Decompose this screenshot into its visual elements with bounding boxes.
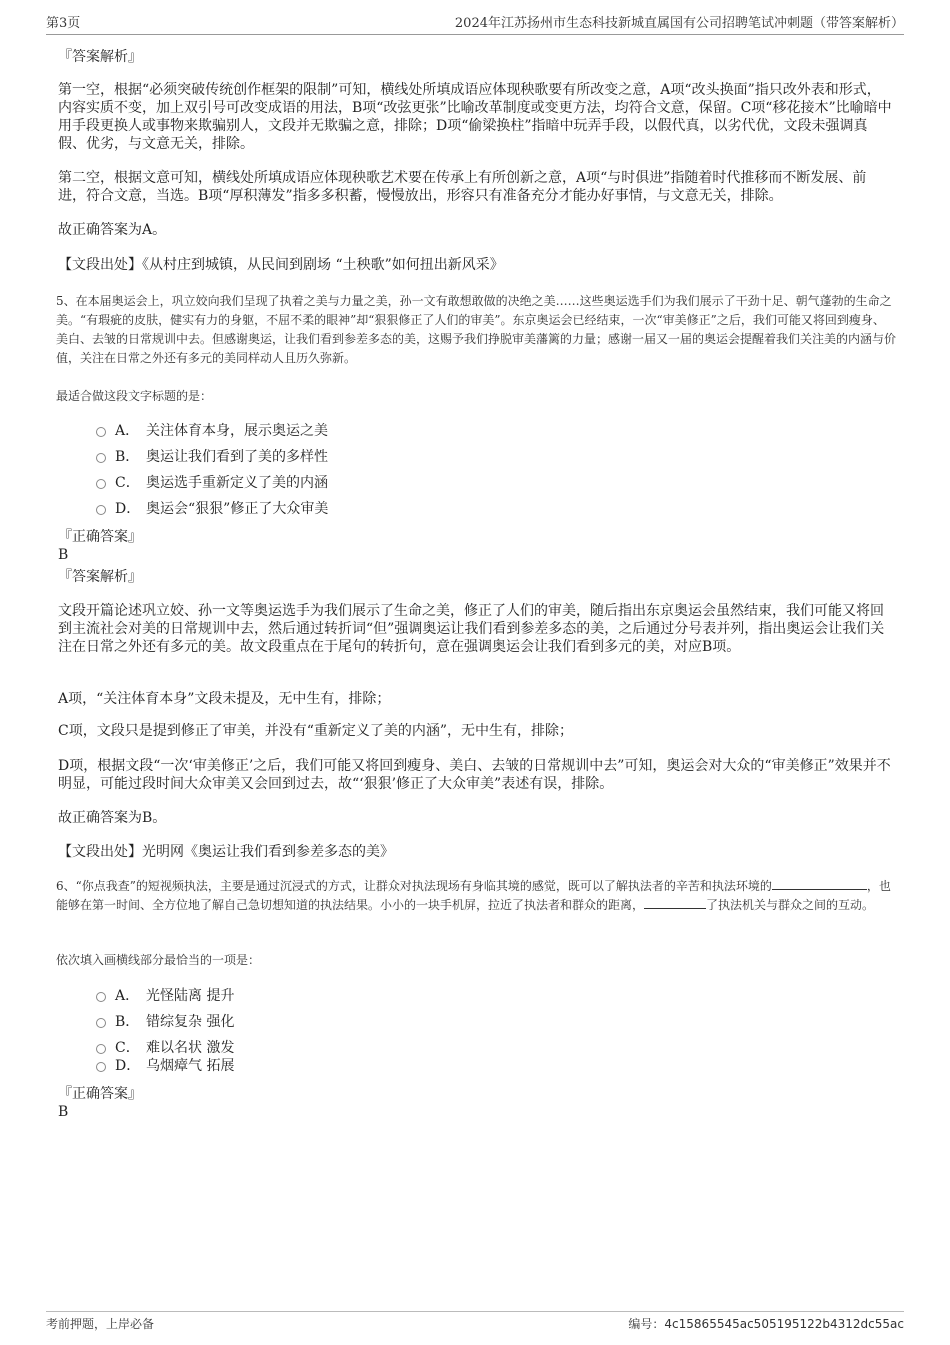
q5-analysis-label: 『答案解析』 <box>58 569 142 585</box>
option-letter: D． <box>115 1058 141 1074</box>
page-header <box>46 14 904 35</box>
option-letter: C． <box>115 1040 140 1056</box>
q4-analysis-paragraph-1: 第一空，根据“必须突破传统创作框架的限制”可知，横线处所填成语应体现秧歌要有所改变之意，A项“改头换面”指只改外表和形式，内容实质不变，加上双引号可改变成语的用法，B项“改弦更张”比喻改革制度或变更方法，均符合文意，保留。C项“移花接木”比喻暗中用手段更换人或事物来欺骗别人，文段并无欺骗之意，排除；D项“偷梁换柱”指暗中玩弄手段，以假代真，以劣代优，文段未强调真假、优劣，与文意无关，排除。 <box>58 82 892 152</box>
answer-blank-1 <box>772 877 867 890</box>
footer-code-label: 编号： <box>628 1317 665 1331</box>
q5-analysis-paragraph-3: C项，文段只是提到修正了审美，并没有“重新定义了美的内涵”，无中生有，排除； <box>58 723 574 739</box>
option-letter: C． <box>115 475 140 491</box>
option-text: 奥运让我们看到了美的多样性 <box>146 449 328 465</box>
radio-icon[interactable] <box>96 1062 106 1072</box>
footer-code-value: 4c15865545ac505195122b4312dc55ac <box>664 1317 904 1331</box>
q6-question-part-1: 6、“你点我查”的短视频执法，主要是通过沉浸式的方式，让群众对执法现场有身临其境的感觉，既可以了解执法者的辛苦和执法环境的 <box>56 879 772 893</box>
q4-conclusion: 故正确答案为A。 <box>58 222 167 238</box>
option-text: 奥运会“狠狠”修正了大众审美 <box>146 501 329 517</box>
q4-source: 【文段出处】《从村庄到城镇，从民间到剧场 “土秧歌”如何扭出新风采》 <box>58 257 504 273</box>
q5-prompt: 最适合做这段文字标题的是： <box>56 389 213 403</box>
page-number: 第3页 <box>46 16 81 31</box>
option-letter: A． <box>115 423 140 439</box>
option-letter: B． <box>115 1014 140 1030</box>
q6-question-part-3: 了执法机关与群众之间的互动。 <box>706 898 875 912</box>
q6-correct-label: 『正确答案』 <box>58 1086 142 1102</box>
q4-analysis-label: 『答案解析』 <box>58 49 142 65</box>
option-text: 难以名状 激发 <box>146 1040 235 1056</box>
radio-icon[interactable] <box>96 453 106 463</box>
q5-analysis-paragraph-1: 文段开篇论述巩立姣、孙一文等奥运选手为我们展示了生命之美，修正了人们的审美，随后指出东京奥运会虽然结束，我们可能又将回到主流社会对美的日常规训中去，然后通过转折词“但”强调奥运让我们看到参差多态的美，之后通过分号表并列，指出奥运会让我们关注在日常之外还有多元的美。故文段重点在于尾句的转折句，意在强调奥运会让我们看到多元的美，对应B项。 <box>58 603 885 655</box>
radio-icon[interactable] <box>96 427 106 437</box>
q5-analysis-paragraph-4: D项，根据文段“一次‘审美修正’之后，我们可能又将回到瘦身、美白、去皱的日常规训中去”可知，奥运会对大众的“审美修正”效果并不明显，可能过段时间大众审美又会回到过去，故“‘狠狠’修正了大众审美”表述有误，排除。 <box>58 758 891 792</box>
q6-question-part-2: ，也能够在第一时间、全方位地了解自己急切想知道的执法结果。小小的一块手机屏，拉近了执法者和群众的距离， <box>56 879 891 912</box>
q6-question-text <box>56 877 896 915</box>
document-title: 2024年江苏扬州市生态科技新城直属国有公司招聘笔试冲刺题（带答案解析） <box>454 16 904 31</box>
q6-prompt: 依次填入画横线部分最恰当的一项是： <box>56 953 261 967</box>
footer-slogan: 考前押题，上岸必备 <box>46 1317 155 1331</box>
q5-question-text: 5、在本届奥运会上，巩立姣向我们呈现了执着之美与力量之美，孙一文有敢想敢做的决绝之美……这些奥运选手们为我们展示了干劲十足、朝气蓬勃的生命之美。“有瑕疵的皮肤，健实有力的身躯，不屈不柔的眼神”却“狠狠修正了人们的审美”。东京奥运会已经结束，一次“审美修正”之后，我们可能又将回到瘦身、美白、去皱的日常规训中去。但感谢奥运，让我们看到参差多态的美，这赐予我们挣脱审美藩篱的力量；感谢一届又一届的奥运会提醒着我们关注美的内涵与价值，关注在日常之外还有多元的美同样动人且历久弥新。 <box>56 294 897 365</box>
option-text: 光怪陆离 提升 <box>146 988 235 1004</box>
q6-correct-answer: B <box>58 1104 69 1120</box>
q4-analysis-paragraph-2: 第二空，根据文意可知，横线处所填成语应体现秧歌艺术要在传承上有所创新之意，A项“与时俱进”指随着时代推移而不断发展、前进，符合文意，当选。B项“厚积薄发”指多多积蓄，慢慢放出，形容只有准备充分才能办好事情，与文意无关，排除。 <box>58 170 867 204</box>
q5-conclusion: 故正确答案为B。 <box>58 810 167 826</box>
radio-icon[interactable] <box>96 505 106 515</box>
radio-icon[interactable] <box>96 1018 106 1028</box>
option-letter: A． <box>115 988 140 1004</box>
option-text: 乌烟瘴气 拓展 <box>146 1058 235 1074</box>
option-text: 关注体育本身，展示奥运之美 <box>146 423 328 439</box>
footer-code <box>628 1314 904 1334</box>
q5-source: 【文段出处】光明网《奥运让我们看到参差多态的美》 <box>58 844 394 860</box>
radio-icon[interactable] <box>96 479 106 489</box>
q5-analysis-paragraph-2: A项，“关注体育本身”文段未提及，无中生有，排除； <box>58 691 391 707</box>
option-letter: D． <box>115 501 141 517</box>
radio-icon[interactable] <box>96 1044 106 1054</box>
option-text: 奥运选手重新定义了美的内涵 <box>146 475 328 491</box>
answer-blank-2 <box>644 896 706 909</box>
page-footer <box>46 1311 904 1332</box>
q5-correct-answer: B <box>58 547 69 563</box>
option-letter: B． <box>115 449 140 465</box>
option-text: 错综复杂 强化 <box>146 1014 235 1030</box>
radio-icon[interactable] <box>96 992 106 1002</box>
q5-correct-label: 『正确答案』 <box>58 529 142 545</box>
